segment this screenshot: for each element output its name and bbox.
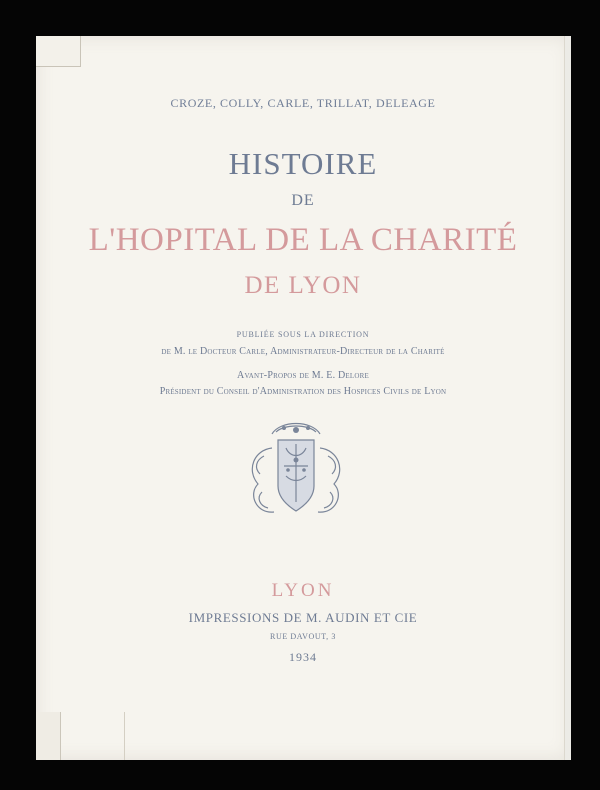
publication-year: 1934 xyxy=(289,650,317,664)
page-edge-stub xyxy=(36,712,61,760)
title-histoire: HISTOIRE xyxy=(228,146,378,181)
authors-line: CROZE, COLLY, CARLE, TRILLAT, DELEAGE xyxy=(170,96,436,110)
page-corner-mark xyxy=(36,36,81,67)
publication-city: LYON xyxy=(271,580,335,601)
title-de: DE xyxy=(291,192,315,209)
page-edge-line xyxy=(124,712,125,760)
printer-address: RUE DAVOUT, 3 xyxy=(270,632,336,641)
title-hopital: L'HOPITAL DE LA CHARITÉ xyxy=(88,222,518,258)
publication-direction: PUBLIÉE SOUS LA DIRECTION xyxy=(236,330,370,339)
foreword-role: Président du Conseil d'Administration des Hospices Civils de Lyon xyxy=(159,386,447,397)
title-de-lyon: DE LYON xyxy=(244,272,362,299)
coat-of-arms-icon xyxy=(230,410,362,522)
printer-name: IMPRESSIONS DE M. AUDIN ET CIE xyxy=(188,610,418,625)
publication-director: de M. le Docteur Carle, Administrateur-Directeur de la Charité xyxy=(161,346,445,357)
foreword-author: Avant-Propos de M. E. Delore xyxy=(237,370,369,381)
